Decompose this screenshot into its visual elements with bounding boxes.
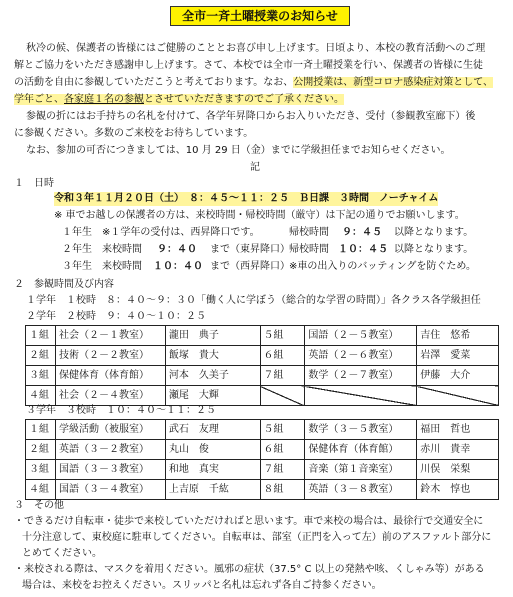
intro-line-5: 参観の折にはお手持ちの名札を付けて、各学年昇降口からお入りいただき、受付（参観教室廊下）後: [26, 111, 476, 122]
subject-cell: 国語（３－４教室）: [55, 480, 165, 500]
class-cell: ２組: [26, 440, 56, 460]
teacher-cell: 瀧田 典子: [165, 326, 260, 346]
intro-line-1: 秋冷の候、保護者の皆様にはご健勝のこととお喜び申し上げます。日頃より、本校の教育活動へのご理: [26, 43, 486, 54]
grade2-arrive-time: ９：４０: [157, 244, 197, 255]
class-cell: ８組: [260, 480, 305, 500]
teacher-cell: 吉住 悠希: [417, 326, 499, 346]
class-cell: ６組: [260, 346, 305, 366]
event-datetime: 令和３年１１月２０日（土） ８：４５〜１１：２５ Ｂ日課 ３時間 ノーチャイム: [54, 193, 439, 204]
intro-line-3a: の活動を自由に参観していただこうと考えております。なお、: [14, 77, 294, 88]
grade3-arrive-tail: まで（西昇降口）: [210, 261, 290, 272]
grade1-row: １年生 ※１学年の受付は、西昇降口です。: [62, 227, 260, 238]
grade2-arrive-label: ２年生 来校時間: [62, 244, 142, 255]
class-cell: ５組: [260, 326, 305, 346]
subject-cell: 数学（３－５教室）: [305, 420, 417, 440]
notice-highlight-2: 学年ごと、: [14, 94, 64, 105]
grade1-schedule: １学年 １校時 ８：４０〜９：３０「働く人に学ぼう（総合的な学習の時間）」各クラス各学級担任: [26, 295, 481, 306]
grade3-schedule: ３学年 ３校時 １０：４０〜１１：２５: [26, 405, 216, 416]
class-cell: ２組: [26, 346, 56, 366]
subject-cell: 社会（２－１教室）: [55, 326, 165, 346]
table-row: [26, 386, 499, 406]
document-title: 全市一斉土曜授業のお知らせ: [170, 6, 350, 26]
subject-cell: 学級活動（被服室）: [55, 420, 165, 440]
grade1-return-label: 帰校時間: [289, 227, 329, 238]
teacher-cell: 飯塚 貴大: [165, 346, 260, 366]
teacher-cell: 伊藤 大介: [417, 366, 499, 386]
subject-cell: 英語（３－２教室）: [55, 440, 165, 460]
subject-cell: 社会（２－４教室）: [55, 386, 165, 406]
teacher-cell: 鈴木 惇也: [417, 480, 499, 500]
class-cell: ６組: [260, 440, 305, 460]
subject-cell: 数学（２－７教室）: [305, 366, 417, 386]
intro-line-2: 解とご協力をいただき感謝申し上げます。さて、本校では全市一斉土曜授業を行い、保護者の皆様に生徒: [14, 60, 483, 71]
teacher-cell: 瀬尾 大輝: [165, 386, 260, 406]
notice-highlight-1: 公開授業は、新型コロナ感染症対策として、: [293, 77, 494, 88]
subject-cell: 国語（２－５教室）: [305, 326, 417, 346]
class-cell: ４組: [26, 480, 56, 500]
teacher-cell: 河本 久美子: [165, 366, 260, 386]
intro-line-3: [14, 76, 493, 90]
other-line-1: ・できるだけ自転車・徒歩で来校していただければと思います。車で来校の場合は、最徐行で交通安全に: [14, 516, 484, 527]
grade3-class-table: [25, 419, 499, 500]
class-cell: ５組: [260, 420, 305, 440]
other-line-3: とめてください。: [22, 548, 102, 559]
table-row: [26, 420, 499, 440]
teacher-cell: 丸山 俊: [165, 440, 260, 460]
intro-line-4: [14, 93, 344, 107]
subject-cell: 技術（２－２教室）: [55, 346, 165, 366]
teacher-cell: 福田 哲也: [417, 420, 499, 440]
class-cell: １組: [26, 326, 56, 346]
class-cell: ７組: [260, 460, 305, 480]
table-row: [26, 326, 499, 346]
teacher-cell: 川俣 栄梨: [417, 460, 499, 480]
table-row: [26, 460, 499, 480]
grade2-return-label: 帰校時間: [289, 244, 329, 255]
notice-highlight-3: 各家庭１名の参観: [64, 94, 144, 105]
subject-cell: 保健体育（体育館）: [305, 440, 417, 460]
other-line-5: 場合は、来校をお控えください。スリッパと名札は忘れず各自ご持参ください。: [22, 580, 382, 591]
grade1-return-time: ９：４５: [342, 227, 382, 238]
subject-cell: 英語（３－８教室）: [305, 480, 417, 500]
grade1-return-tail: 以降となります。: [394, 227, 474, 238]
teacher-cell: 岩澤 愛菜: [417, 346, 499, 366]
table-row: [26, 440, 499, 460]
table-row: [26, 480, 499, 500]
class-cell: ３組: [26, 460, 56, 480]
section-2-heading: ２ 参観時間及び内容: [14, 279, 114, 290]
subject-cell: 国語（３－３教室）: [55, 460, 165, 480]
teacher-cell: 赤川 貴幸: [417, 440, 499, 460]
empty-cell: [417, 386, 499, 406]
other-line-2: 十分注意して、東校庭に駐車してください。自転車は、部室（正門を入って左）前のアスファルト部分に: [22, 532, 492, 543]
grade3-note: ※車の出入りのバッティングを防ぐため。: [289, 261, 476, 272]
class-cell: ３組: [26, 366, 56, 386]
grade2-schedule: ２学年 ２校時 ９：４０〜１０：２５: [26, 311, 206, 322]
grade2-arrive-tail: まで（東昇降口）: [210, 244, 290, 255]
intro-line-6: に参観ください。多数のご来校をお待ちしています。: [14, 128, 254, 139]
grade3-arrive-label: ３年生 来校時間: [62, 261, 142, 272]
grade3-arrive-time: １０：４０: [153, 261, 203, 272]
teacher-cell: 和地 真実: [165, 460, 260, 480]
teacher-cell: 上吉原 千紘: [165, 480, 260, 500]
class-cell: ４組: [26, 386, 56, 406]
subject-cell: 英語（２－６教室）: [305, 346, 417, 366]
empty-cell: [260, 386, 305, 406]
other-line-4: ・来校される際は、マスクを着用ください。風邪の症状（37.5° C 以上の発熱や咳、くしゃみ等）がある: [14, 564, 485, 575]
subject-cell: 保健体育（体育館）: [55, 366, 165, 386]
empty-cell: [305, 386, 417, 406]
section-3-heading: ３ その他: [14, 500, 64, 511]
subject-cell: 音楽（第１音楽室）: [305, 460, 417, 480]
grade2-class-table: [25, 325, 499, 406]
class-cell: ７組: [260, 366, 305, 386]
intro-line-7: なお、参加の可否につきましては、10 月 29 日（金）までに学級担任までお知らせください。: [26, 145, 451, 156]
car-note: ※ 車でお越しの保護者の方は、来校時間・帰校時間（厳守）は下記の通りでお願いします。: [54, 210, 465, 221]
section-1-heading: １ 日時: [14, 178, 54, 189]
class-cell: １組: [26, 420, 56, 440]
ki-mark: 記: [250, 162, 260, 173]
table-row: [26, 366, 499, 386]
grade2-return-time: １０：４５: [338, 244, 388, 255]
table-row: [26, 346, 499, 366]
notice-highlight-4: とさせていただきますのでご了承ください。: [144, 94, 344, 105]
grade2-return-tail: 以降となります。: [394, 244, 474, 255]
teacher-cell: 武石 友理: [165, 420, 260, 440]
